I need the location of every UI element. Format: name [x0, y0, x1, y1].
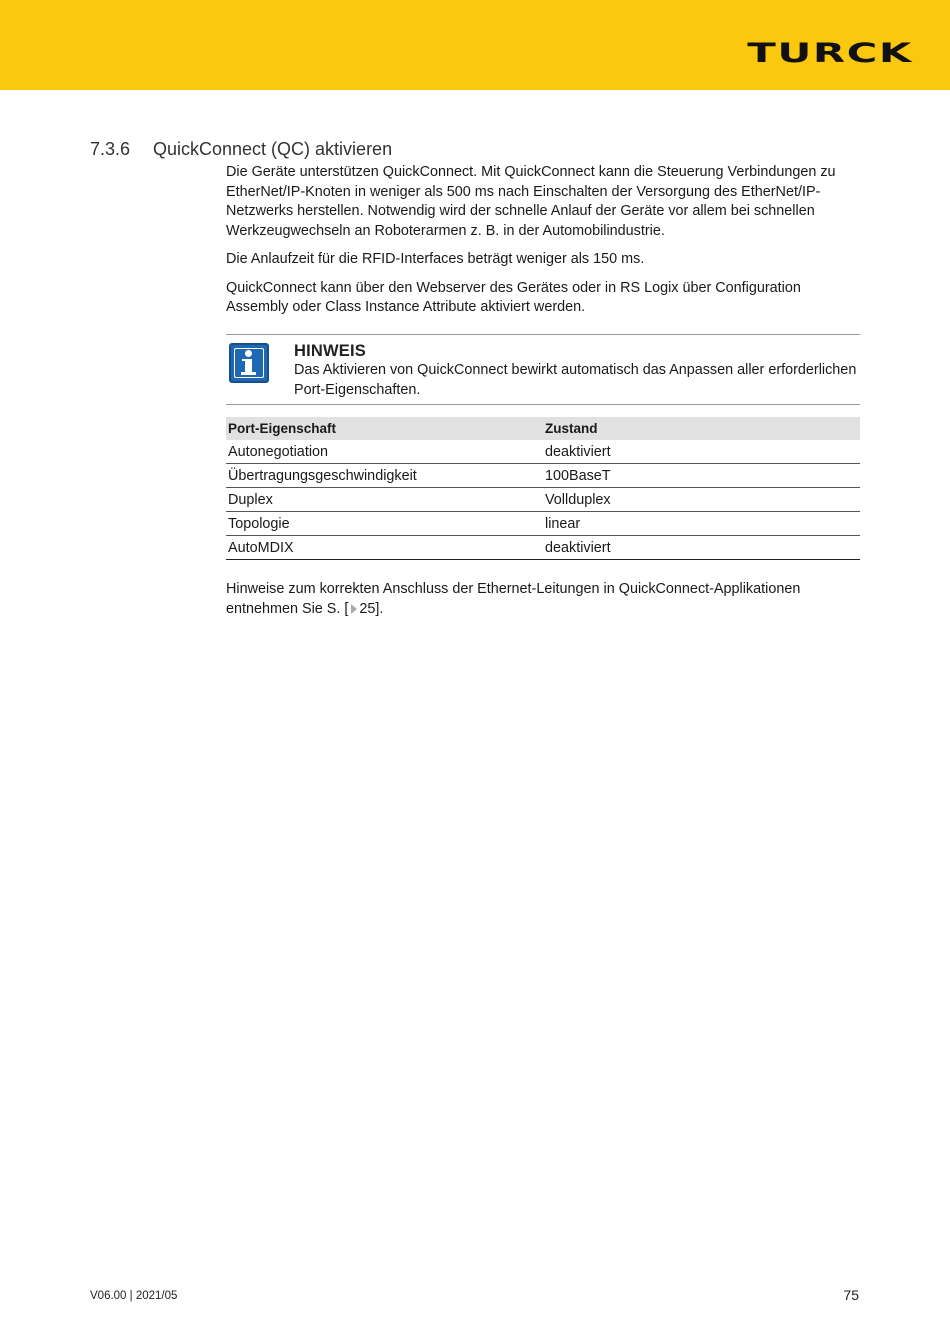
section-number: 7.3.6	[90, 139, 131, 159]
page-number: 75	[843, 1287, 859, 1303]
state-cell: 100BaseT	[543, 464, 860, 488]
footer-version: V06.00 | 2021/05	[90, 1290, 178, 1302]
section-title: QuickConnect (QC) aktivieren	[153, 139, 393, 159]
table-row	[226, 536, 860, 560]
column-header-state: Zustand	[543, 417, 860, 440]
property-cell: Übertragungsgeschwindigkeit	[226, 464, 543, 488]
state-cell: deaktiviert	[543, 536, 860, 560]
table-row	[226, 464, 860, 488]
table-header-row	[226, 417, 860, 440]
property-cell: AutoMDIX	[226, 536, 543, 560]
turck-logo: TURCK	[747, 38, 913, 69]
paragraph: Die Geräte unterstützen QuickConnect. Mit QuickConnect kann die Steuerung Verbindungen zu EtherNet/IP-Knoten in weniger als 500 ms nach Einschalten der Versorgung des EtherNet/IP-Netzwerks herstellen. Notwendig wird der schnelle Anlauf der Geräte vor allem bei schnellen Werkzeugwechseln an Roboterarmen z. B. in der Automobilindustrie.	[226, 164, 836, 239]
state-cell: deaktiviert	[543, 440, 860, 464]
note-box	[226, 334, 860, 405]
property-cell: Autonegotiation	[226, 440, 543, 464]
connection-hint-paragraph	[226, 580, 861, 619]
note-text: Das Aktivieren von QuickConnect bewirkt automatisch das Anpassen aller erforderlichen Port-Eigenschaften.	[294, 362, 857, 398]
table-row	[226, 488, 860, 512]
property-cell: Duplex	[226, 488, 543, 512]
page-reference-arrow-icon	[351, 604, 357, 614]
property-cell: Topologie	[226, 512, 543, 536]
paragraph: Die Anlaufzeit für die RFID-Interfaces beträgt weniger als 150 ms.	[226, 251, 645, 267]
column-header-port-property: Port-Eigenschaft	[226, 417, 543, 440]
state-cell: linear	[543, 512, 860, 536]
table-row	[226, 440, 860, 464]
body-text	[226, 163, 861, 327]
state-cell: Vollduplex	[543, 488, 860, 512]
paragraph: QuickConnect kann über den Webserver des Gerätes oder in RS Logix über Configuration Assembly oder Class Instance Attribute aktiviert werden.	[226, 279, 801, 315]
port-properties-table	[226, 417, 860, 560]
note-title: HINWEIS	[294, 342, 366, 360]
info-icon	[229, 343, 269, 383]
table-row	[226, 512, 860, 536]
hint-text: Hinweise zum korrekten Anschluss der Ethernet-Leitungen in QuickConnect-Applikationen entnehmen Sie S. [	[226, 581, 801, 617]
page-reference-link[interactable]: 25	[359, 600, 376, 617]
header-band	[0, 0, 950, 90]
hint-text-end: ].	[375, 600, 384, 617]
